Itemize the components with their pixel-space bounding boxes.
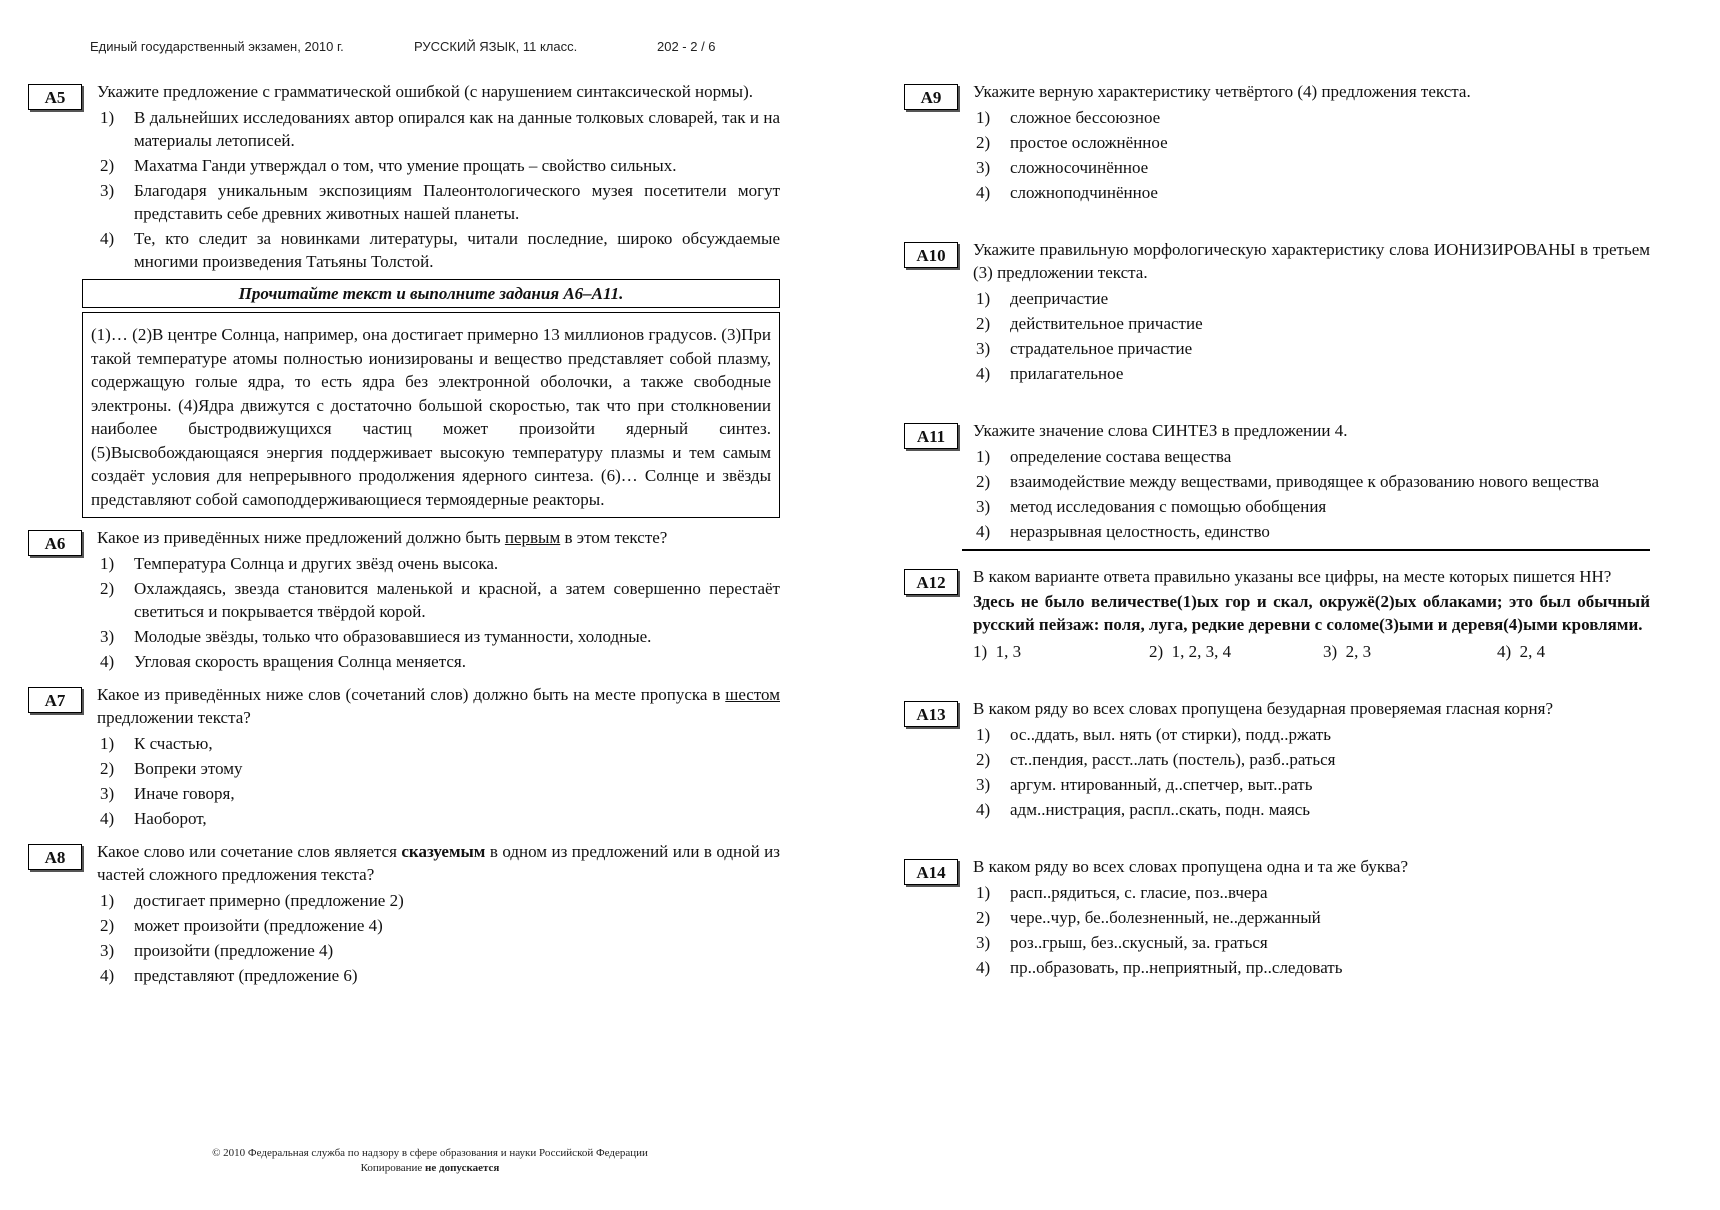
- option: 3) 2, 3: [1323, 642, 1372, 661]
- task-a7: [28, 683, 780, 830]
- option: 3) сложносочинённое: [976, 158, 1149, 177]
- task-label: A5: [28, 84, 82, 110]
- option: 2) простое осложнённое: [976, 133, 1168, 152]
- options-inline: [973, 640, 1650, 663]
- option: 2) взаимодействие между веществами, приводящее к образованию нового вещества: [976, 472, 1599, 491]
- option: 3) страдательное причастие: [976, 339, 1193, 358]
- task-sentence: Здесь не было величестве(1)ых гор и скал, окружё(2)ых облаками; это был обычный русский пейзаж: поля, луга, редкие деревни с соломе(3)ыми и деревя(4)ыми кровлями.: [973, 592, 1650, 634]
- options-list: [97, 552, 780, 673]
- task-label: A7: [28, 687, 82, 713]
- task-label: A13: [904, 701, 958, 727]
- option: 4) прилагательное: [976, 364, 1124, 383]
- task-label: A6: [28, 530, 82, 556]
- task-a14: [904, 855, 1650, 979]
- task-a9: [904, 80, 1650, 204]
- option: 3) Благодаря уникальным экспозициям Палеонтологического музея посетители могут представить себе древних животных нашей планеты.: [100, 181, 780, 223]
- option: 1) ос..ддать, выл. нять (от стирки), подд..ржать: [976, 725, 1331, 744]
- task-a13: [904, 697, 1650, 821]
- task-question: Укажите правильную морфологическую характеристику слова ИОНИЗИРОВАНЫ в третьем (3) предложении текста.: [973, 240, 1650, 282]
- option: 2) действительное причастие: [976, 314, 1203, 333]
- task-a6: [28, 526, 780, 673]
- task-label: A9: [904, 84, 958, 110]
- header-subject: РУССКИЙ ЯЗЫК, 11 класс.: [414, 39, 578, 54]
- options-list: [973, 106, 1650, 204]
- task-question: В каком ряду во всех словах пропущена безударная проверяемая гласная корня?: [973, 699, 1554, 718]
- footer-copy-notice: Копирование не допускается: [360, 1162, 500, 1174]
- option: 2) чере..чур, бе..болезненный, не..держанный: [976, 908, 1321, 927]
- option: 3) произойти (предложение 4): [100, 941, 334, 960]
- option: 4) пр..образовать, пр..неприятный, пр..следовать: [976, 958, 1343, 977]
- options-list: [97, 889, 780, 987]
- option: 1) расп..рядиться, с. гласие, поз..вчера: [976, 883, 1268, 902]
- task-a12: [904, 565, 1650, 663]
- task-question: Укажите верную характеристику четвёртого (4) предложения текста.: [973, 82, 1471, 101]
- option: 4) адм..нистрация, распл..скать, подн. маясь: [976, 800, 1311, 819]
- header-page: 202 - 2 / 6: [657, 39, 716, 54]
- option: 1) Температура Солнца и других звёзд очень высока.: [100, 554, 499, 573]
- option: 4) сложноподчинённое: [976, 183, 1158, 202]
- option: 1) К счастью,: [100, 734, 213, 753]
- task-question: В каком варианте ответа правильно указаны все цифры, на месте которых пишется НН?: [973, 567, 1612, 586]
- task-question: Какое из приведённых ниже предложений должно быть первым в этом тексте?: [97, 528, 668, 547]
- option: 2) 1, 2, 3, 4: [1149, 642, 1232, 661]
- option: 2) Махатма Ганди утверждал о том, что умение прощать – свойство сильных.: [100, 156, 677, 175]
- option: 1) достигает примерно (предложение 2): [100, 891, 404, 910]
- task-question: Какое слово или сочетание слов является сказуемым в одном из предложений или в одной из частей сложного предложения текста?: [97, 842, 780, 884]
- task-question: Укажите предложение с грамматической ошибкой (с нарушением синтаксической нормы).: [97, 82, 753, 101]
- right-column: [904, 80, 1650, 981]
- task-a10: [904, 238, 1650, 385]
- option: 3) Молодые звёзды, только что образовавшиеся из туманности, холодные.: [100, 627, 652, 646]
- task-label: A12: [904, 569, 958, 595]
- option: 4) Наоборот,: [100, 809, 207, 828]
- header-exam: Единый государственный экзамен, 2010 г.: [90, 39, 344, 54]
- task-question: Какое из приведённых ниже слов (сочетаний слов) должно быть на месте пропуска в шестом предложении текста?: [97, 685, 780, 727]
- footer: [0, 1146, 860, 1176]
- footer-copyright: © 2010 Федеральная служба по надзору в сфере образования и науки Российской Федерации: [212, 1147, 648, 1159]
- option: 3) аргум. нтированный, д..спетчер, выт..рать: [976, 775, 1313, 794]
- task-label: A14: [904, 859, 958, 885]
- option: 1) 1, 3: [973, 642, 1022, 661]
- option: 3) роз..грыш, без..скусный, за. граться: [976, 933, 1268, 952]
- option: 4) Те, кто следит за новинками литературы, читали последние, широко обсуждаемые многими произведения Татьяны Толстой.: [100, 229, 780, 271]
- option: 3) метод исследования с помощью обобщения: [976, 497, 1327, 516]
- option: 4) неразрывная целостность, единство: [976, 522, 1270, 541]
- option: 2) Охлаждаясь, звезда становится маленькой и красной, а затем совершенно перестаёт светиться и покрывается твёрдой корой.: [100, 579, 780, 621]
- options-list: [97, 106, 780, 273]
- options-list: [973, 287, 1650, 385]
- options-list: [973, 881, 1650, 979]
- options-list: [973, 445, 1650, 543]
- task-question: В каком ряду во всех словах пропущена одна и та же буква?: [973, 857, 1409, 876]
- instruction-box: Прочитайте текст и выполните задания А6–А11.: [82, 279, 780, 308]
- task-a5: [28, 80, 780, 273]
- passage-text: (1)… (2)В центре Солнца, например, она достигает примерно 13 миллионов градусов. (3)При такой температуре атомы полностью ионизированы и вещество представляет собой плазму, содержащую голые ядра, то есть ядра без электронной оболочки, а также свободные электроны. (4)Ядра движутся с достаточно большой скоростью, так что при столкновении наиболее быстродвижущихся частиц может произойти ядерный синтез. (5)Высвобождающаяся энергия поддерживает высокую температуру плазмы и тем самым создаёт условия для непрерывного продолжения ядерного синтеза. (6)… Солнце и звёзды представляют собой самоподдерживающиеся термоядерные реакторы.: [82, 312, 780, 518]
- option: 1) В дальнейших исследованиях автор опирался как на данные толковых словарей, так и на материалы летописей.: [100, 108, 780, 150]
- option: 2) может произойти (предложение 4): [100, 916, 383, 935]
- section-divider: [962, 549, 1650, 551]
- option: 4) представляют (предложение 6): [100, 966, 358, 985]
- task-a8: [28, 840, 780, 987]
- option: 1) определение состава вещества: [976, 447, 1232, 466]
- left-column: [28, 80, 780, 989]
- option: 1) деепричастие: [976, 289, 1109, 308]
- option: 2) ст..пендия, расст..лать (постель), разб..раться: [976, 750, 1336, 769]
- task-label: A8: [28, 844, 82, 870]
- options-list: [97, 732, 780, 830]
- option: 3) Иначе говоря,: [100, 784, 235, 803]
- option: 2) Вопреки этому: [100, 759, 243, 778]
- task-label: A10: [904, 242, 958, 268]
- option: 4) Угловая скорость вращения Солнца меняется.: [100, 652, 466, 671]
- option: 1) сложное бессоюзное: [976, 108, 1161, 127]
- task-a11: [904, 419, 1650, 543]
- task-label: A11: [904, 423, 958, 449]
- task-question: Укажите значение слова СИНТЕЗ в предложении 4.: [973, 421, 1348, 440]
- option: 4) 2, 4: [1497, 642, 1546, 661]
- options-list: [973, 723, 1650, 821]
